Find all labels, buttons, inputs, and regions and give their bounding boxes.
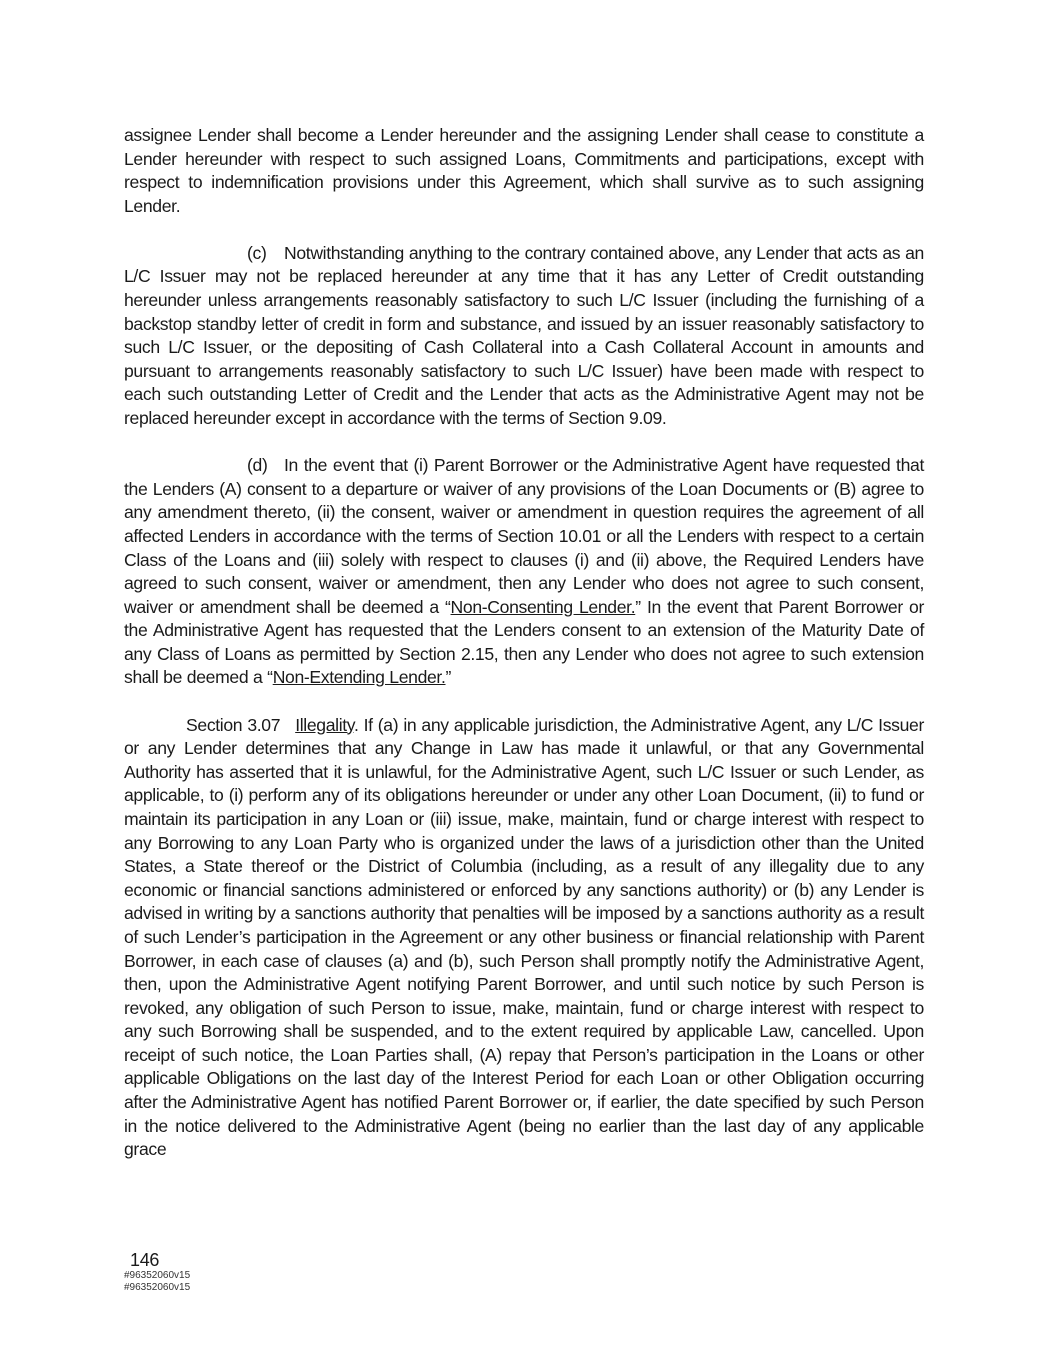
paragraph-text: Notwithstanding anything to the contrary contained above, any Lender that acts as an L/C Issuer may not be replaced hereunder at any time that it has any Letter of Credit outstanding hereunder unless arrangements reasonably satisfactory to such L/C Issuer (including the furnishing of a backstop standby letter of credit in form and substance, and issued by an issuer reasonably satisfactory to such L/C Issuer, or the depositing of Cash Collateral into a Cash Collateral Account in amounts and pursuant to arrangements reasonably satisfactory to such L/C Issuer) have been made with respect to each such outstanding Letter of Credit and the Lender that acts as the Administrative Agent may not be replaced hereunder except in accordance with the terms of Section 9.09. [124,242,924,429]
paragraph-text: ” [445,667,452,688]
paragraph-text: In the event that (i) Parent Borrower or the Administrative Agent have requested that the Lenders (A) consent to a departure or waiver of any provisions of the Loan Documents or (B) agree to any amendment thereto, (ii) the consent, waiver or amendment in question requires the agreement of all affected Lenders in accordance with the terms of Section 10.01 or all the Lenders with respect to a certain Class of the Loans and (iii) solely with respect to clauses (i) and (ii) above, the Required Lenders have agreed to such consent, waiver or amendment, then any Lender who does not agree to such consent, waiver or amendment shall be deemed a “ [124,455,924,617]
document-id: #96352060v15 [124,1281,191,1293]
paragraph-d [124,454,924,690]
paragraph-text: assignee Lender shall become a Lender hereunder and the assigning Lender shall cease to constitute a Lender hereunder with respect to such assigned Loans, Commitments and participations, except with respect to indemnification provisions under this Agreement, which shall survive as to such assigning Lender. [124,125,924,216]
section-3-07 [124,714,924,1162]
page-footer [124,1250,191,1293]
document-page [124,124,924,1185]
paragraph-c [124,242,924,431]
section-label: Section 3.07 [186,714,281,735]
page-number: 146 [130,1250,160,1270]
clause-label-c: (c) [247,242,267,263]
paragraph-text: . If (a) in any applicable jurisdiction, the Administrative Agent, any L/C Issuer or any Lender determines that any Change in Law has made it unlawful, or that any Governmental Authority has asserted that it is unlawful, for the Administrative Agent, such L/C Issuer or such Lender, as applicable, to (i) perform any of its obligations hereunder or under any other Loan Document, (ii) to fund or maintain its participation in any Loan or (iii) issue, make, maintain, fund or charge interest with respect to any Borrowing to any Loan Party who is organized under the laws of a jurisdiction other than the United States, a State thereof or the District of Columbia (including, as a result of any illegality due to any economic or financial sanctions administered or enforced by any sanctions authority) or (b) any Lender is advised in writing by a sanctions authority that penalties will be imposed by a sanctions authority as a result of such Lender’s participation in the Agreement or any other business or financial relationship with Parent Borrower, in each case of clauses (a) and (b), such Person shall promptly notify the Administrative Agent, then, upon the Administrative Agent notifying Parent Borrower, and until such notice by such Person is revoked, any obligation of such Person to issue, make, maintain, fund or charge interest with respect to any such Borrowing shall be suspended, and to the extent required by applicable Law, cancelled. Upon receipt of such notice, the Loan Parties shall, (A) repay that Person’s participation in the Loans or other applicable Obligations on the last day of the Interest Period for each Loan or other Obligation occurring after the Administrative Agent has notified Parent Borrower or, if earlier, the date specified by such Person in the notice delivered to the Administrative Agent (being no earlier than the last day of any applicable grace [124,714,924,1160]
defined-term-non-consenting-lender: Non-Consenting Lender. [450,596,636,617]
clause-label-d: (d) [247,455,268,476]
paragraph-continuation [124,124,924,218]
defined-term-non-extending-lender: Non-Extending Lender. [272,667,446,688]
paragraph-text: ” In the event that Parent Borrower or the Administrative Agent has requested that the Lenders consent to an extension of the Maturity Date of any Class of Loans as permitted by Section 2.15, then any Lender who does not agree to such extension shall be deemed a “ [124,596,925,688]
document-id: #96352060v15 [124,1270,191,1281]
section-title: Illegality [295,714,354,735]
